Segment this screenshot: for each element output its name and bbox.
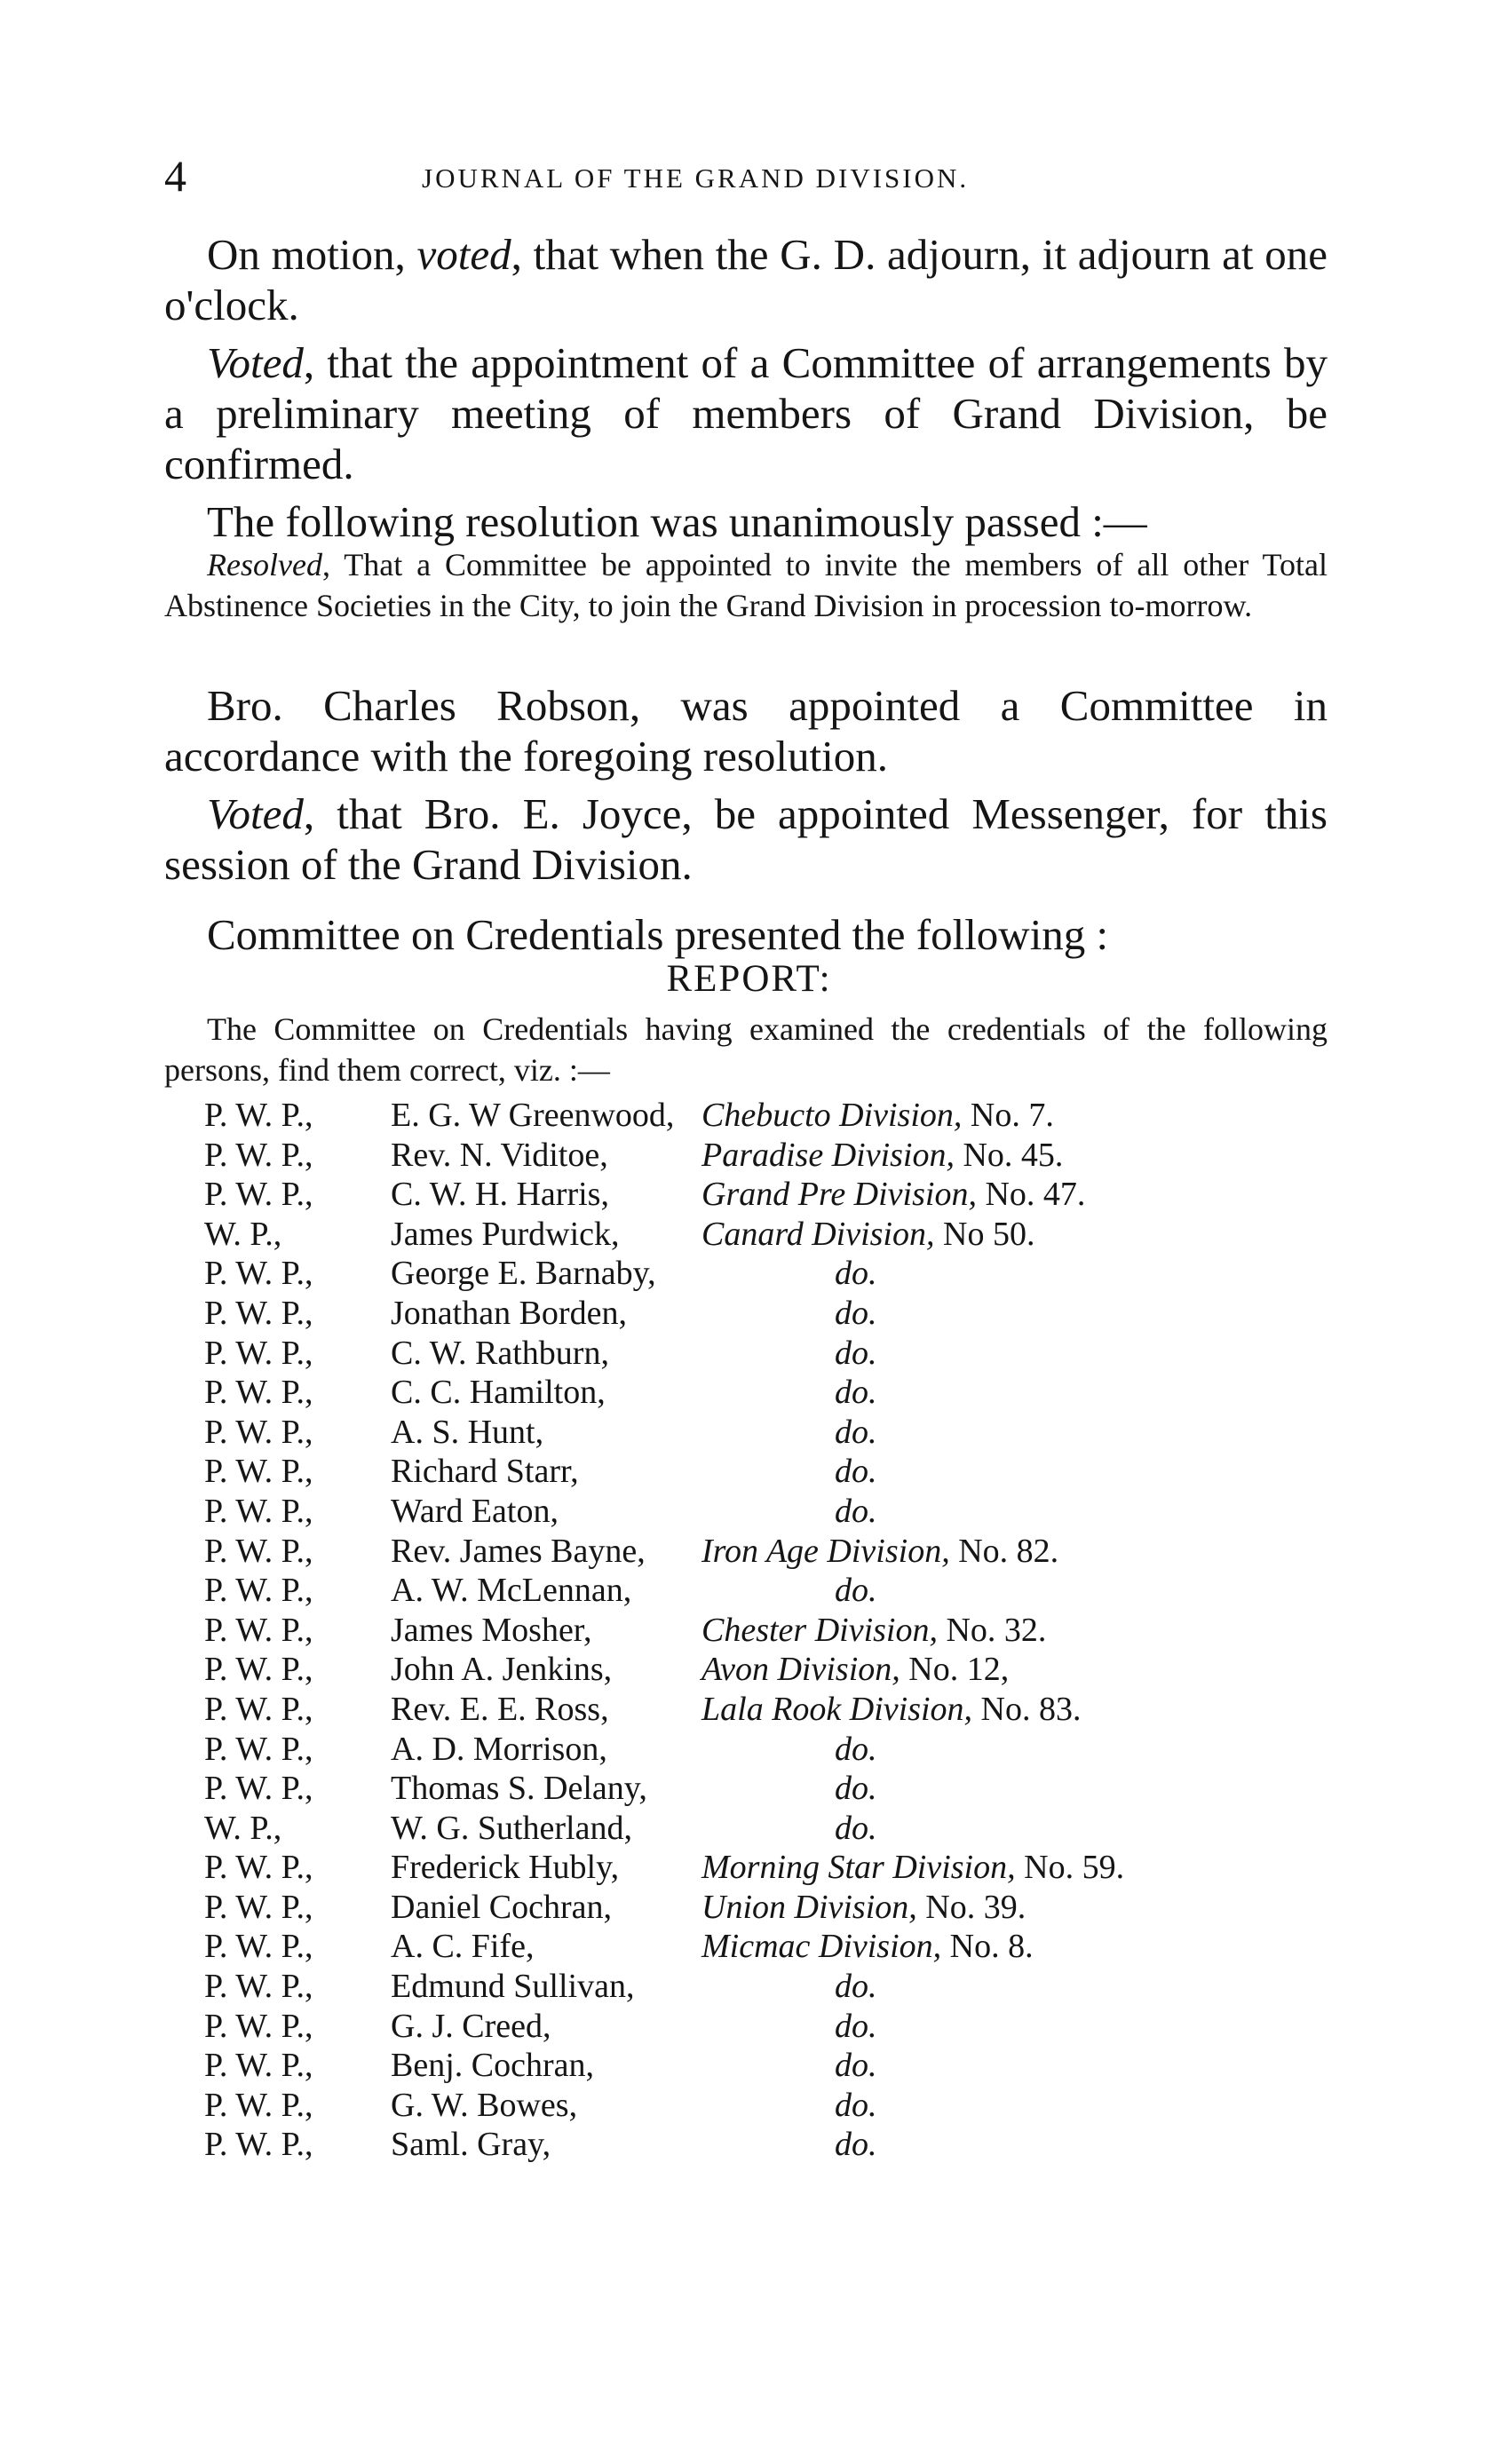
entry-division: Lala Rook Division, No. 83.	[701, 1690, 1082, 1728]
entry-division-number: No. 45.	[963, 1136, 1064, 1174]
credential-entry	[204, 1413, 1305, 1453]
credential-entry	[204, 1927, 1305, 1967]
entry-division: Canard Division, No 50.	[701, 1215, 1035, 1253]
entry-division: Chester Division, No. 32.	[701, 1611, 1047, 1649]
entry-name: Richard Starr,	[391, 1453, 579, 1491]
credential-entry	[204, 1175, 1305, 1215]
entry-division-number: No. 82.	[958, 1532, 1059, 1570]
entry-ditto: do.	[835, 1255, 877, 1293]
credential-entry	[204, 1690, 1305, 1730]
running-head: JOURNAL OF THE GRAND DIVISION.	[422, 162, 970, 194]
entry-office: P. W. P.,	[204, 1611, 313, 1649]
resolution-paragraph: Resolved, That a Committee be appointed to invite the members of all other Total Abstinence Societies in the City, to join the Grand Division in procession to-morrow.	[164, 547, 1328, 623]
entry-office: P. W. P.,	[204, 1255, 313, 1293]
entry-division-number: No. 12,	[908, 1651, 1010, 1689]
entry-division: Grand Pre Division, No. 47.	[701, 1176, 1086, 1214]
entry-division: Union Division, No. 39.	[701, 1888, 1026, 1926]
entry-office: P. W. P.,	[204, 2007, 313, 2045]
motion-adjourn-paragraph: On motion, voted, that when the G. D. adjourn, it adjourn at one o'clock.	[164, 230, 1328, 329]
credential-entry	[204, 2125, 1305, 2165]
entry-name: James Mosher,	[391, 1611, 592, 1649]
entry-division-number: No. 7.	[970, 1097, 1054, 1134]
credential-entry	[204, 1254, 1305, 1294]
credential-entry	[204, 1294, 1305, 1334]
credential-entry	[204, 2007, 1305, 2047]
credential-entry	[204, 1136, 1305, 1176]
entry-office: P. W. P.,	[204, 1492, 313, 1530]
entry-ditto: do.	[835, 1809, 877, 1847]
report-intro: The Committee on Credentials having examined the credentials of the following persons, find them correct, viz. :—	[164, 1011, 1328, 1088]
entry-name: George E. Barnaby,	[391, 1255, 656, 1293]
entry-ditto: do.	[835, 2007, 877, 2045]
credential-entry	[204, 1769, 1305, 1809]
entry-office: P. W. P.,	[204, 1651, 313, 1689]
credential-entry	[204, 1730, 1305, 1770]
entry-office: W. P.,	[204, 1215, 282, 1253]
entry-division-number: No. 39.	[925, 1888, 1026, 1926]
entry-ditto: do.	[835, 1730, 877, 1768]
entry-office: P. W. P.,	[204, 1888, 313, 1926]
credential-entry	[204, 1334, 1305, 1374]
entry-name: A. W. McLennan,	[391, 1572, 632, 1610]
report-heading: REPORT:	[666, 958, 832, 1000]
entry-name: C. W. H. Harris,	[391, 1176, 609, 1214]
entry-office: P. W. P.,	[204, 1294, 313, 1332]
entry-ditto: do.	[835, 1770, 877, 1808]
entry-office: W. P.,	[204, 1809, 282, 1847]
credential-entry	[204, 1650, 1305, 1690]
entry-division-number: No. 32.	[946, 1611, 1047, 1649]
entry-name: Rev. E. E. Ross,	[391, 1690, 609, 1728]
entry-division: Iron Age Division, No. 82.	[701, 1532, 1059, 1570]
entry-name: Rev. James Bayne,	[391, 1532, 646, 1570]
credential-entry	[204, 1452, 1305, 1492]
entry-name: E. G. W Greenwood,	[391, 1097, 675, 1134]
committee-arrangements-paragraph: Voted, that the appointment of a Committee of arrangements by a preliminary meeting of members of Grand Division, be confirmed.	[164, 338, 1328, 488]
entry-division-number: No 50.	[943, 1215, 1035, 1253]
minutes-part-1	[164, 229, 1328, 547]
robson-committee-paragraph: Bro. Charles Robson, was appointed a Committee in accordance with the foregoing resolution.	[164, 681, 1328, 780]
credential-entry	[204, 1215, 1305, 1255]
entry-division: Morning Star Division, No. 59.	[701, 1849, 1125, 1887]
credential-entry	[204, 2086, 1305, 2126]
entry-ditto: do.	[835, 1413, 877, 1451]
credentials-intro-paragraph: Committee on Credentials presented the following :	[207, 910, 1109, 959]
entry-office: P. W. P.,	[204, 1572, 313, 1610]
entry-division: Avon Division, No. 12,	[701, 1651, 1010, 1689]
entry-ditto: do.	[835, 1334, 877, 1372]
entry-division: Chebucto Division, No. 7.	[701, 1097, 1054, 1134]
entry-office: P. W. P.,	[204, 1334, 313, 1372]
page-header	[164, 149, 1123, 202]
entry-name: G. J. Creed,	[391, 2007, 551, 2045]
entry-office: P. W. P.,	[204, 1770, 313, 1808]
minutes-part-2	[164, 680, 1328, 960]
entry-office: P. W. P.,	[204, 1136, 313, 1174]
entry-office: P. W. P.,	[204, 1690, 313, 1728]
entry-office: P. W. P.,	[204, 2047, 313, 2085]
entry-name: C. C. Hamilton,	[391, 1374, 606, 1412]
entry-name: G. W. Bowes,	[391, 2086, 578, 2124]
entry-name: C. W. Rathburn,	[391, 1334, 609, 1372]
entry-name: Jonathan Borden,	[391, 1294, 627, 1332]
credential-entry	[204, 2046, 1305, 2086]
entry-ditto: do.	[835, 1492, 877, 1530]
entry-ditto: do.	[835, 1294, 877, 1332]
entry-office: P. W. P.,	[204, 2086, 313, 2124]
entry-name: W. G. Sutherland,	[391, 1809, 632, 1847]
entry-ditto: do.	[835, 1968, 877, 2006]
entry-name: Thomas S. Delany,	[391, 1770, 647, 1808]
entry-office: P. W. P.,	[204, 2126, 313, 2164]
entry-office: P. W. P.,	[204, 1453, 313, 1491]
entry-office: P. W. P.,	[204, 1374, 313, 1412]
credential-entry	[204, 1492, 1305, 1532]
credentials-list	[204, 1096, 1305, 2165]
credential-entry	[204, 1096, 1305, 1136]
entry-division-number: No. 47.	[985, 1176, 1086, 1214]
entry-office: P. W. P.,	[204, 1928, 313, 1966]
credential-entry	[204, 1967, 1305, 2007]
entry-name: A. D. Morrison,	[391, 1730, 607, 1768]
credential-entry	[204, 1373, 1305, 1413]
credential-entry	[204, 1532, 1305, 1572]
entry-name: Frederick Hubly,	[391, 1849, 620, 1887]
entry-office: P. W. P.,	[204, 1097, 313, 1134]
credential-entry	[204, 1611, 1305, 1651]
entry-division-number: No. 8.	[949, 1928, 1034, 1966]
resolution-intro-paragraph: The following resolution was unanimously passed :—	[207, 497, 1147, 546]
entry-name: Edmund Sullivan,	[391, 1968, 635, 2006]
entry-name: A. C. Fife,	[391, 1928, 535, 1966]
entry-ditto: do.	[835, 2047, 877, 2085]
credential-entry	[204, 1809, 1305, 1849]
entry-division: Micmac Division, No. 8.	[701, 1928, 1034, 1966]
credential-entry	[204, 1848, 1305, 1888]
entry-office: P. W. P.,	[204, 1730, 313, 1768]
entry-name: Benj. Cochran,	[391, 2047, 595, 2085]
entry-office: P. W. P.,	[204, 1413, 313, 1451]
entry-name: James Purdwick,	[391, 1215, 620, 1253]
page-number: 4	[164, 151, 186, 201]
entry-name: Saml. Gray,	[391, 2126, 551, 2164]
entry-name: Rev. N. Viditoe,	[391, 1136, 608, 1174]
messenger-paragraph: Voted, that Bro. E. Joyce, be appointed Messenger, for this session of the Grand Division.	[164, 789, 1328, 889]
entry-name: A. S. Hunt,	[391, 1413, 544, 1451]
entry-ditto: do.	[835, 1374, 877, 1412]
entry-office: P. W. P.,	[204, 1968, 313, 2006]
credential-entry	[204, 1888, 1305, 1928]
entry-ditto: do.	[835, 1572, 877, 1610]
entry-division-number: No. 59.	[1024, 1849, 1125, 1887]
credential-entry	[204, 1571, 1305, 1611]
entry-office: P. W. P.,	[204, 1176, 313, 1214]
entry-office: P. W. P.,	[204, 1849, 313, 1887]
entry-name: Daniel Cochran,	[391, 1888, 613, 1926]
entry-division: Paradise Division, No. 45.	[701, 1136, 1064, 1174]
entry-name: John A. Jenkins,	[391, 1651, 613, 1689]
entry-ditto: do.	[835, 2086, 877, 2124]
entry-ditto: do.	[835, 1453, 877, 1491]
entry-office: P. W. P.,	[204, 1532, 313, 1570]
entry-division-number: No. 83.	[980, 1690, 1082, 1728]
entry-name: Ward Eaton,	[391, 1492, 559, 1530]
entry-ditto: do.	[835, 2126, 877, 2164]
